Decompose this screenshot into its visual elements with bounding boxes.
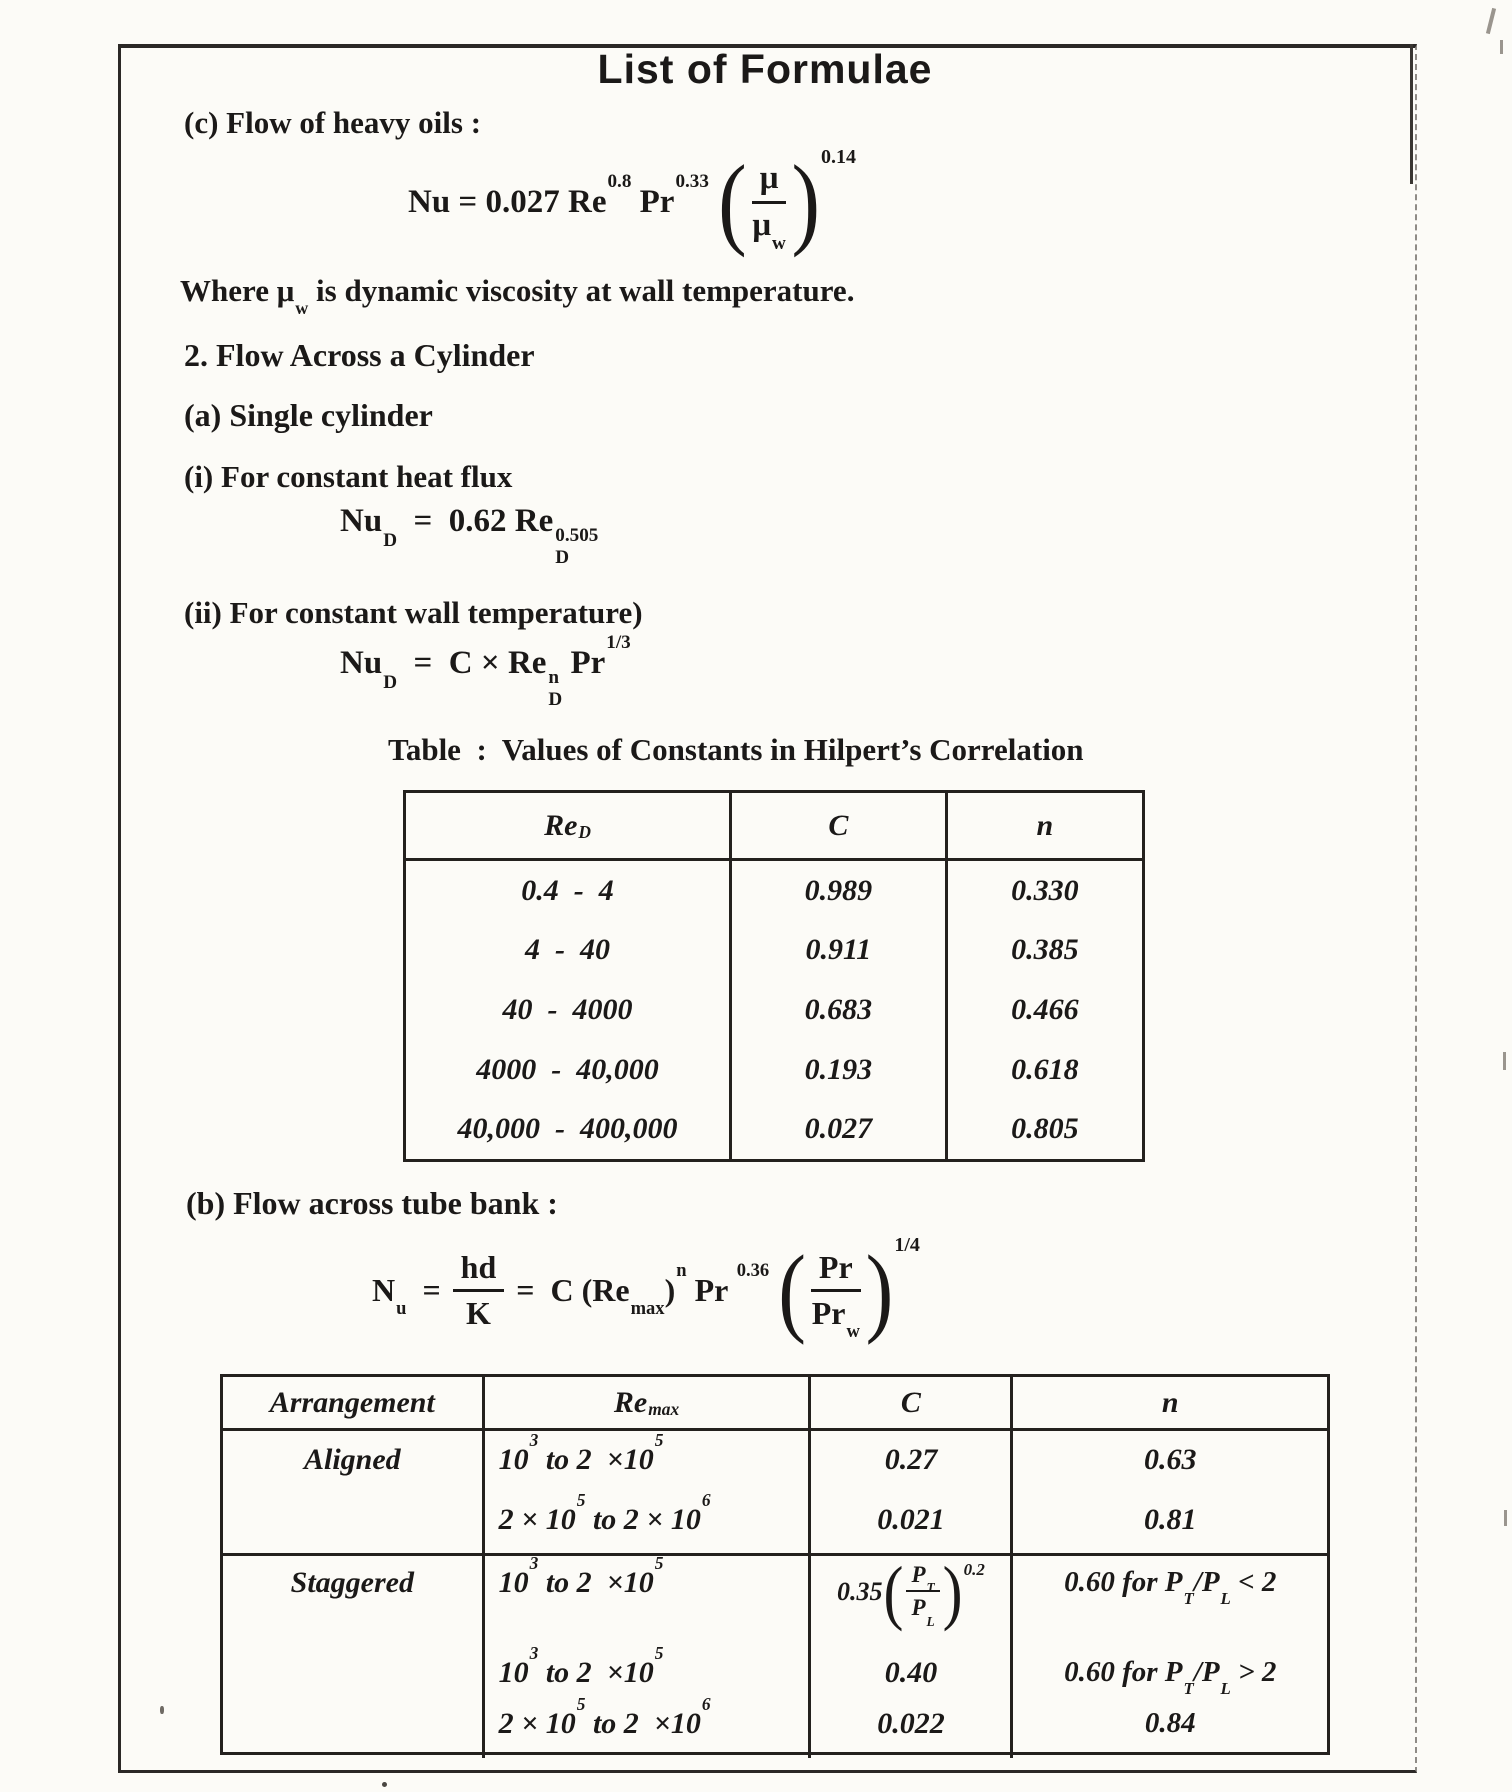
table-cell: 0.466 xyxy=(1011,992,1079,1026)
formula-heavy-oils: Nu = 0.027 $Re^{0.8}$ $Pr^{0.33}$ ( $\frac{\mu}{\mu_w}$ ) 0.14 xyxy=(408,144,857,259)
scan-artifact xyxy=(382,1782,387,1787)
heading-flow-across-cylinder: 2. Flow Across a Cylinder xyxy=(184,337,535,373)
scan-artifact xyxy=(1504,1510,1507,1526)
re-range: $10^3$ to $2 \times 10^5$ xyxy=(498,1643,664,1689)
c-value: 0.27 xyxy=(884,1443,938,1476)
table-cell: 0.618 xyxy=(1011,1052,1079,1086)
arrangement-label: Staggered xyxy=(290,1566,414,1599)
fraction-numerator: $P_T$ xyxy=(906,1562,939,1592)
hilpert-table-caption: Table : Values of Constants in Hilpert’s Correlation xyxy=(388,732,1084,767)
fraction-denominator: $P_L$ xyxy=(911,1595,935,1629)
formula-tube-bank-mid: = C $(Re_{max})^n$ Pr $^{0.36}$ xyxy=(508,1260,770,1320)
formula-wall-temp-main: $Nu_D = C \times Re$ n D $Pr^{1/3}$ xyxy=(340,632,631,710)
hd-over-k-fraction xyxy=(453,1249,505,1332)
n-value: 0.81 xyxy=(1143,1503,1197,1536)
table-cell: 0.911 xyxy=(732,921,948,981)
re-range: $2 \times 10^5$ to $2 \times 10^6$ xyxy=(498,1490,711,1536)
table-cell: 40 - 4000 xyxy=(406,980,732,1040)
fraction-numerator: Pr xyxy=(811,1249,861,1292)
formula-heavy-oils-main: Nu = 0.027 $Re^{0.8}$ $Pr^{0.33}$ xyxy=(408,170,709,220)
fraction-denominator: $Pr_w$ xyxy=(811,1294,860,1343)
re-range: $10^3$ to $2 \times 10^5$ xyxy=(498,1430,664,1476)
c-value: 0.021 xyxy=(877,1503,945,1536)
re-range: $10^3$ to $2 \times 10^5$ xyxy=(498,1553,664,1599)
formula-constant-heat-flux xyxy=(340,503,599,568)
table-cell: 0.989 xyxy=(732,861,948,921)
re-range: $2 \times 10^5$ to $2 \times 10^6$ xyxy=(498,1694,711,1740)
staggered-arrangement-cell xyxy=(223,1556,485,1758)
page-title: List of Formulae xyxy=(597,46,933,92)
fraction-numerator: hd xyxy=(453,1249,505,1292)
heading-tube-bank: (b) Flow across tube bank : xyxy=(186,1185,558,1221)
staggered-re-cell xyxy=(485,1553,812,1758)
table-cell: 0.385 xyxy=(1011,933,1079,967)
table-cell: 4 - 40 xyxy=(406,921,732,981)
hilpert-header-c: C xyxy=(732,793,948,861)
heading-constant-heat-flux: (i) For constant heat flux xyxy=(184,459,513,494)
outer-exponent: 0.2 xyxy=(963,1560,985,1579)
aligned-re-cell xyxy=(485,1431,812,1556)
hilpert-header-n: n xyxy=(948,793,1142,861)
outer-exponent: 0.14 xyxy=(821,146,857,168)
viscosity-fraction xyxy=(752,159,787,254)
fraction-numerator: μ xyxy=(752,160,787,204)
hilpert-constants-table xyxy=(403,790,1145,1162)
heading-constant-wall-temperature: (ii) For constant wall temperature) xyxy=(184,595,643,630)
note-wall-viscosity: Where $\mu_w$ is dynamic viscosity at wall temperature. xyxy=(180,273,855,319)
formula-heat-flux-main: $Nu_D = 0.62$ Re 0.505 D xyxy=(340,503,599,568)
table-cell: 0.193 xyxy=(732,1040,948,1100)
staggered-n-cell xyxy=(1013,1556,1327,1758)
tube-table-header-arrangement: Arrangement xyxy=(223,1377,485,1431)
c-coefficient: 0.35 xyxy=(837,1576,883,1606)
tube-table-header-n: n xyxy=(1013,1377,1327,1431)
c-expression: 0.35 ( $\frac{P_T}{P_L}$ ) 0.2 xyxy=(837,1552,985,1632)
table-cell: 40,000 - 400,000 xyxy=(406,1099,732,1159)
fraction-denominator: $\mu_w$ xyxy=(752,206,786,254)
scan-artifact xyxy=(1486,8,1496,34)
n-condition: 0.60 for $P_T/P_L > 2$ xyxy=(1064,1656,1277,1698)
arrangement-label: Aligned xyxy=(303,1443,401,1476)
scan-artifact xyxy=(160,1706,164,1714)
scan-artifact xyxy=(1503,1052,1506,1070)
table-cell: 4000 - 40,000 xyxy=(406,1040,732,1100)
tube-bank-table xyxy=(220,1374,1330,1755)
table-cell: 0.027 xyxy=(732,1099,948,1159)
n-value: 0.84 xyxy=(1144,1707,1196,1739)
scan-artifact xyxy=(1500,40,1503,54)
tube-table-header-c: C xyxy=(811,1377,1013,1431)
formula-tube-bank: $N_u$ = $\frac{hd}{K}$ = C $(Re_{max})^n$ Pr $^{0.36}$ ( $\frac{Pr}{Pr_w}$ ) 1/4 xyxy=(372,1234,920,1346)
table-cell: 0.330 xyxy=(1011,873,1079,907)
prandtl-fraction xyxy=(811,1248,861,1343)
table-cell: 0.805 xyxy=(1011,1112,1079,1146)
aligned-c-cell xyxy=(811,1431,1013,1556)
outer-exponent: 1/4 xyxy=(894,1234,920,1256)
c-value: 0.40 xyxy=(884,1656,938,1689)
formula-tube-bank-lhs: $N_u$ = xyxy=(372,1271,449,1320)
hilpert-header-re: Re $_D$ xyxy=(406,793,732,861)
fraction-denominator: K xyxy=(466,1294,491,1331)
n-condition: 0.60 for $P_T/P_L < 2$ xyxy=(1064,1566,1277,1608)
tube-table-header-re-max: Re $_{max}$ xyxy=(485,1377,812,1431)
formula-constant-wall-temperature xyxy=(340,632,631,710)
table-cell: 0.683 xyxy=(732,980,948,1040)
c-value: 0.022 xyxy=(877,1707,945,1740)
heading-heavy-oils: (c) Flow of heavy oils : xyxy=(184,105,482,140)
aligned-arrangement-cell xyxy=(223,1431,485,1556)
aligned-n-cell xyxy=(1013,1431,1327,1556)
staggered-c-cell xyxy=(811,1552,1013,1758)
pitch-fraction xyxy=(906,1562,939,1629)
n-value: 0.63 xyxy=(1143,1443,1197,1476)
heading-single-cylinder: (a) Single cylinder xyxy=(184,397,433,433)
table-cell: 0.4 - 4 xyxy=(406,861,732,921)
